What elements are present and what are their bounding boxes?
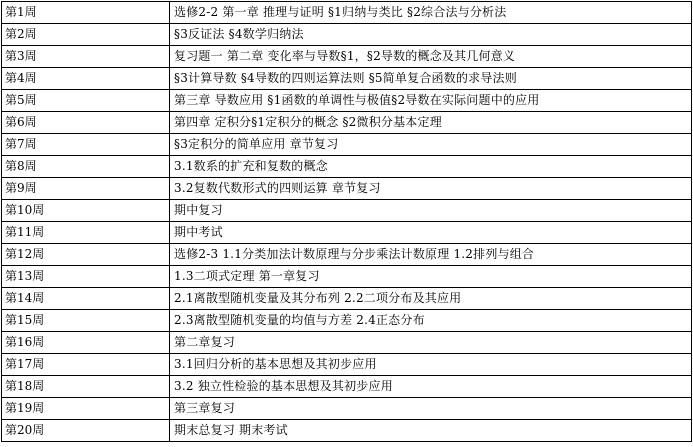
week-cell: 第16周 xyxy=(2,332,170,354)
content-cell: 第四章 定积分§1定积分的概念 §2微积分基本定理 xyxy=(170,112,692,134)
content-cell: 3.1数系的扩充和复数的概念 xyxy=(170,156,692,178)
content-cell: 3.2复数代数形式的四则运算 章节复习 xyxy=(170,178,692,200)
week-cell: 第8周 xyxy=(2,156,170,178)
week-cell: 第3周 xyxy=(2,46,170,68)
content-cell: §3定积分的简单应用 章节复习 xyxy=(170,134,692,156)
table-row xyxy=(2,266,692,288)
table-row xyxy=(2,24,692,46)
content-cell: 复习题一 第二章 变化率与导数§1，§2导数的概念及其几何意义 xyxy=(170,46,692,68)
content-cell: 3.1回归分析的基本思想及其初步应用 xyxy=(170,354,692,376)
table-row xyxy=(2,134,692,156)
table-row xyxy=(2,376,692,398)
week-cell: 第13周 xyxy=(2,266,170,288)
table-row xyxy=(2,354,692,376)
content-cell: 1.3二项式定理 第一章复习 xyxy=(170,266,692,288)
table-row xyxy=(2,222,692,244)
table-row xyxy=(2,156,692,178)
table-row xyxy=(2,332,692,354)
table-row xyxy=(2,420,692,442)
content-cell: 第三章 导数应用 §1函数的单调性与极值§2导数在实际问题中的应用 xyxy=(170,90,692,112)
week-cell: 第12周 xyxy=(2,244,170,266)
week-cell: 第1周 xyxy=(2,2,170,24)
table-row xyxy=(2,2,692,24)
content-cell: 选修2-3 1.1分类加法计数原理与分步乘法计数原理 1.2排列与组合 xyxy=(170,244,692,266)
week-cell: 第7周 xyxy=(2,134,170,156)
content-cell: §3计算导数 §4导数的四则运算法则 §5简单复合函数的求导法则 xyxy=(170,68,692,90)
schedule-table xyxy=(1,1,692,442)
week-cell: 第4周 xyxy=(2,68,170,90)
content-cell: 期中考试 xyxy=(170,222,692,244)
table-row xyxy=(2,46,692,68)
table-row xyxy=(2,112,692,134)
content-cell: 第二章复习 xyxy=(170,332,692,354)
week-cell: 第15周 xyxy=(2,310,170,332)
week-cell: 第20周 xyxy=(2,420,170,442)
content-cell: 选修2-2 第一章 推理与证明 §1归纳与类比 §2综合法与分析法 xyxy=(170,2,692,24)
content-cell: §3反证法 §4数学归纳法 xyxy=(170,24,692,46)
week-cell: 第6周 xyxy=(2,112,170,134)
table-row xyxy=(2,398,692,420)
table-row xyxy=(2,178,692,200)
week-cell: 第11周 xyxy=(2,222,170,244)
content-cell: 3.2 独立性检验的基本思想及其初步应用 xyxy=(170,376,692,398)
content-cell: 期末总复习 期末考试 xyxy=(170,420,692,442)
week-cell: 第14周 xyxy=(2,288,170,310)
week-cell: 第5周 xyxy=(2,90,170,112)
table-row xyxy=(2,68,692,90)
table-row xyxy=(2,90,692,112)
content-cell: 2.3离散型随机变量的均值与方差 2.4正态分布 xyxy=(170,310,692,332)
table-row xyxy=(2,310,692,332)
week-cell: 第9周 xyxy=(2,178,170,200)
content-cell: 第三章复习 xyxy=(170,398,692,420)
content-cell: 2.1离散型随机变量及其分布列 2.2二项分布及其应用 xyxy=(170,288,692,310)
table-row xyxy=(2,200,692,222)
week-cell: 第10周 xyxy=(2,200,170,222)
week-cell: 第17周 xyxy=(2,354,170,376)
table-row xyxy=(2,288,692,310)
content-cell: 期中复习 xyxy=(170,200,692,222)
table-row xyxy=(2,244,692,266)
week-cell: 第2周 xyxy=(2,24,170,46)
week-cell: 第19周 xyxy=(2,398,170,420)
week-cell: 第18周 xyxy=(2,376,170,398)
